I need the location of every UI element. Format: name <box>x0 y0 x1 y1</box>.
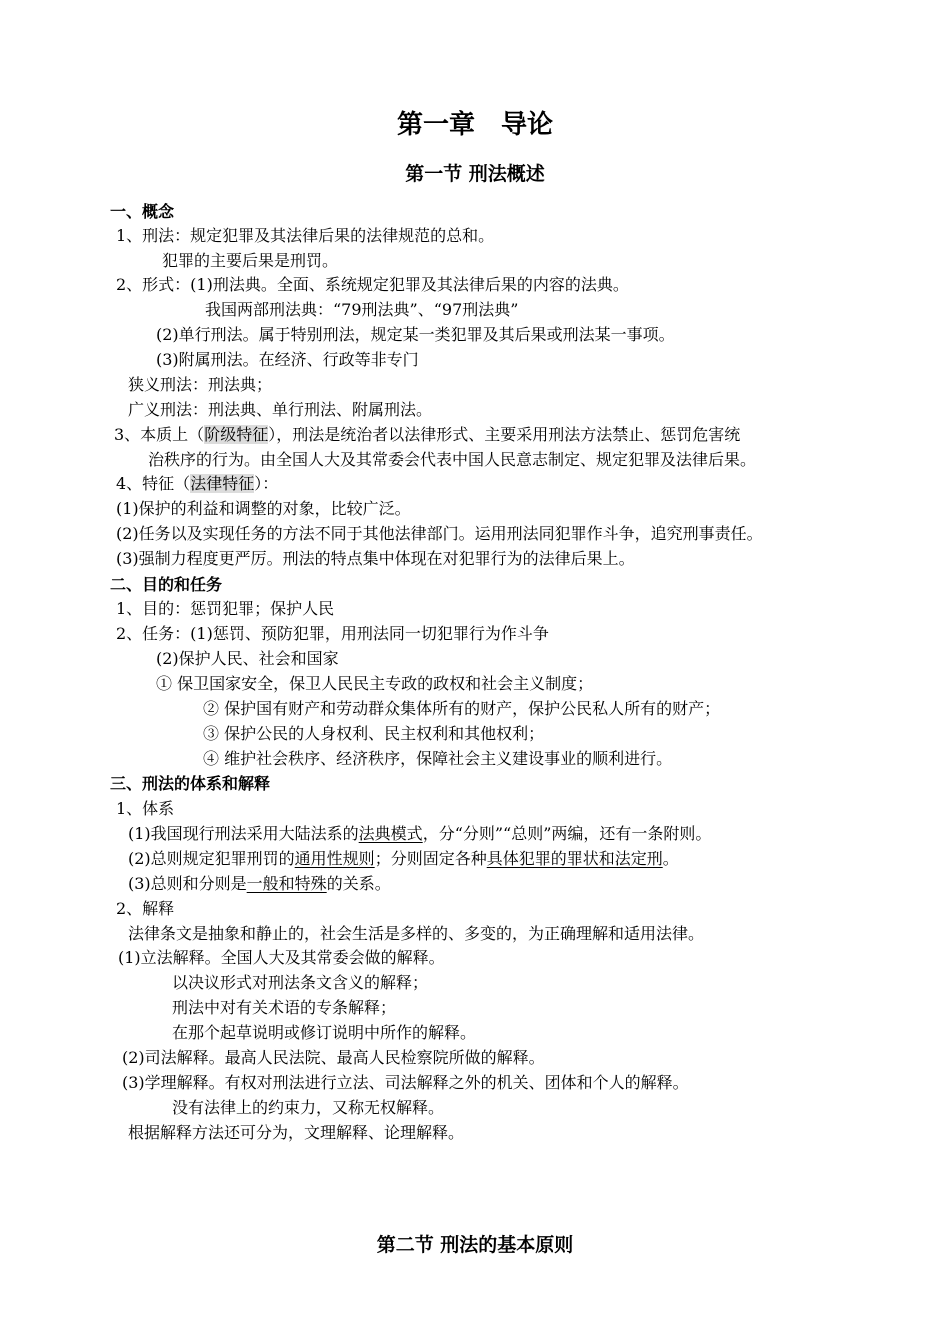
text-line: 在那个起草说明或修订说明中所作的解释。 <box>172 1023 477 1042</box>
text-line: (1)保护的利益和调整的对象，比较广泛。 <box>116 499 411 518</box>
text-line: 狭义刑法：刑法典； <box>128 375 273 394</box>
heading-system: 三、刑法的体系和解释 <box>110 774 271 793</box>
text-line: (2)任务以及实现任务的方法不同于其他法律部门。运用刑法同犯罪作斗争，追究刑事责任。 <box>116 524 763 543</box>
text-line: (3)附属刑法。在经济、行政等非专门 <box>156 350 419 369</box>
text-line: 2、任务：(1)惩罚、预防犯罪，用刑法同一切犯罪行为作斗争 <box>116 624 549 643</box>
text-line: (2)保护人民、社会和国家 <box>156 649 339 668</box>
underlined-term: 一般和特殊 <box>246 874 327 893</box>
underlined-term: 通用性规则 <box>294 849 375 868</box>
text-line: (2)单行刑法。属于特别刑法，规定某一类犯罪及其后果或刑法某一事项。 <box>156 325 675 344</box>
heading-purpose: 二、目的和任务 <box>110 575 223 594</box>
text-line: 没有法律上的约束力，又称无权解释。 <box>172 1098 445 1117</box>
text-line: ③ 保护公民的人身权利、民主权利和其他权利； <box>203 724 545 743</box>
section-title: 第一节 刑法概述 <box>405 163 545 185</box>
section-title: 第二节 刑法的基本原则 <box>376 1234 574 1256</box>
text-line: ② 保护国有财产和劳动群众集体所有的财产，保护公民私人所有的财产； <box>203 699 721 718</box>
text-line: 刑法中对有关术语的专条解释； <box>172 998 397 1017</box>
text-line: 4、特征（法律特征）： <box>116 474 279 493</box>
text-line: 1、体系 <box>116 799 175 818</box>
text-line: (1)立法解释。全国人大及其常委会做的解释。 <box>118 948 445 967</box>
text-line: 根据解释方法还可分为，文理解释、论理解释。 <box>128 1123 465 1142</box>
text-line: 2、解释 <box>116 899 175 918</box>
text-line: (2)司法解释。最高人民法院、最高人民检察院所做的解释。 <box>122 1048 545 1067</box>
text-line: 治秩序的行为。由全国人大及其常委会代表中国人民意志制定、规定犯罪及法律后果。 <box>148 450 757 469</box>
text-line: (3)强制力程度更严厉。刑法的特点集中体现在对犯罪行为的法律后果上。 <box>116 549 635 568</box>
text-line: (3)学理解释。有权对刑法进行立法、司法解释之外的机关、团体和个人的解释。 <box>122 1073 689 1092</box>
heading-concept: 一、概念 <box>110 202 175 221</box>
underlined-term: 法典模式 <box>358 824 423 843</box>
highlighted-term: 阶级特征 <box>204 425 269 444</box>
text-line: (1)我国现行刑法采用大陆法系的法典模式，分“分则”“总则”两编，还有一条附则。 <box>128 824 712 843</box>
text-line: 3、本质上（阶级特征），刑法是统治者以法律形式、主要采用刑法方法禁止、惩罚危害统 <box>114 425 741 444</box>
text-line: (2)总则规定犯罪刑罚的通用性规则；分则固定各种具体犯罪的罪状和法定刑。 <box>128 849 679 868</box>
text-line: 犯罪的主要后果是刑罚。 <box>162 251 339 270</box>
highlighted-term: 法律特征 <box>190 474 255 493</box>
text-line: 广义刑法：刑法典、单行刑法、附属刑法。 <box>128 400 433 419</box>
text-line: 法律条文是抽象和静止的，社会生活是多样的、多变的，为正确理解和适用法律。 <box>128 924 705 943</box>
text-line: 2、形式：(1)刑法典。全面、系统规定犯罪及其法律后果的内容的法典。 <box>116 275 629 294</box>
text-line: 1、刑法：规定犯罪及其法律后果的法律规范的总和。 <box>116 226 495 245</box>
underlined-term: 具体犯罪的罪状和法定刑 <box>486 849 663 868</box>
text-line: (3)总则和分则是一般和特殊的关系。 <box>128 874 391 893</box>
chapter-title: 第一章 导论 <box>396 110 553 140</box>
text-line: ① 保卫国家安全，保卫人民民主专政的政权和社会主义制度； <box>156 674 594 693</box>
text-line: 1、目的：惩罚犯罪；保护人民 <box>116 599 335 618</box>
text-line: 以决议形式对刑法条文含义的解释； <box>172 973 429 992</box>
text-line: ④ 维护社会秩序、经济秩序，保障社会主义建设事业的顺利进行。 <box>203 749 673 768</box>
text-line: 我国两部刑法典：“79刑法典”、“97刑法典” <box>205 300 519 319</box>
